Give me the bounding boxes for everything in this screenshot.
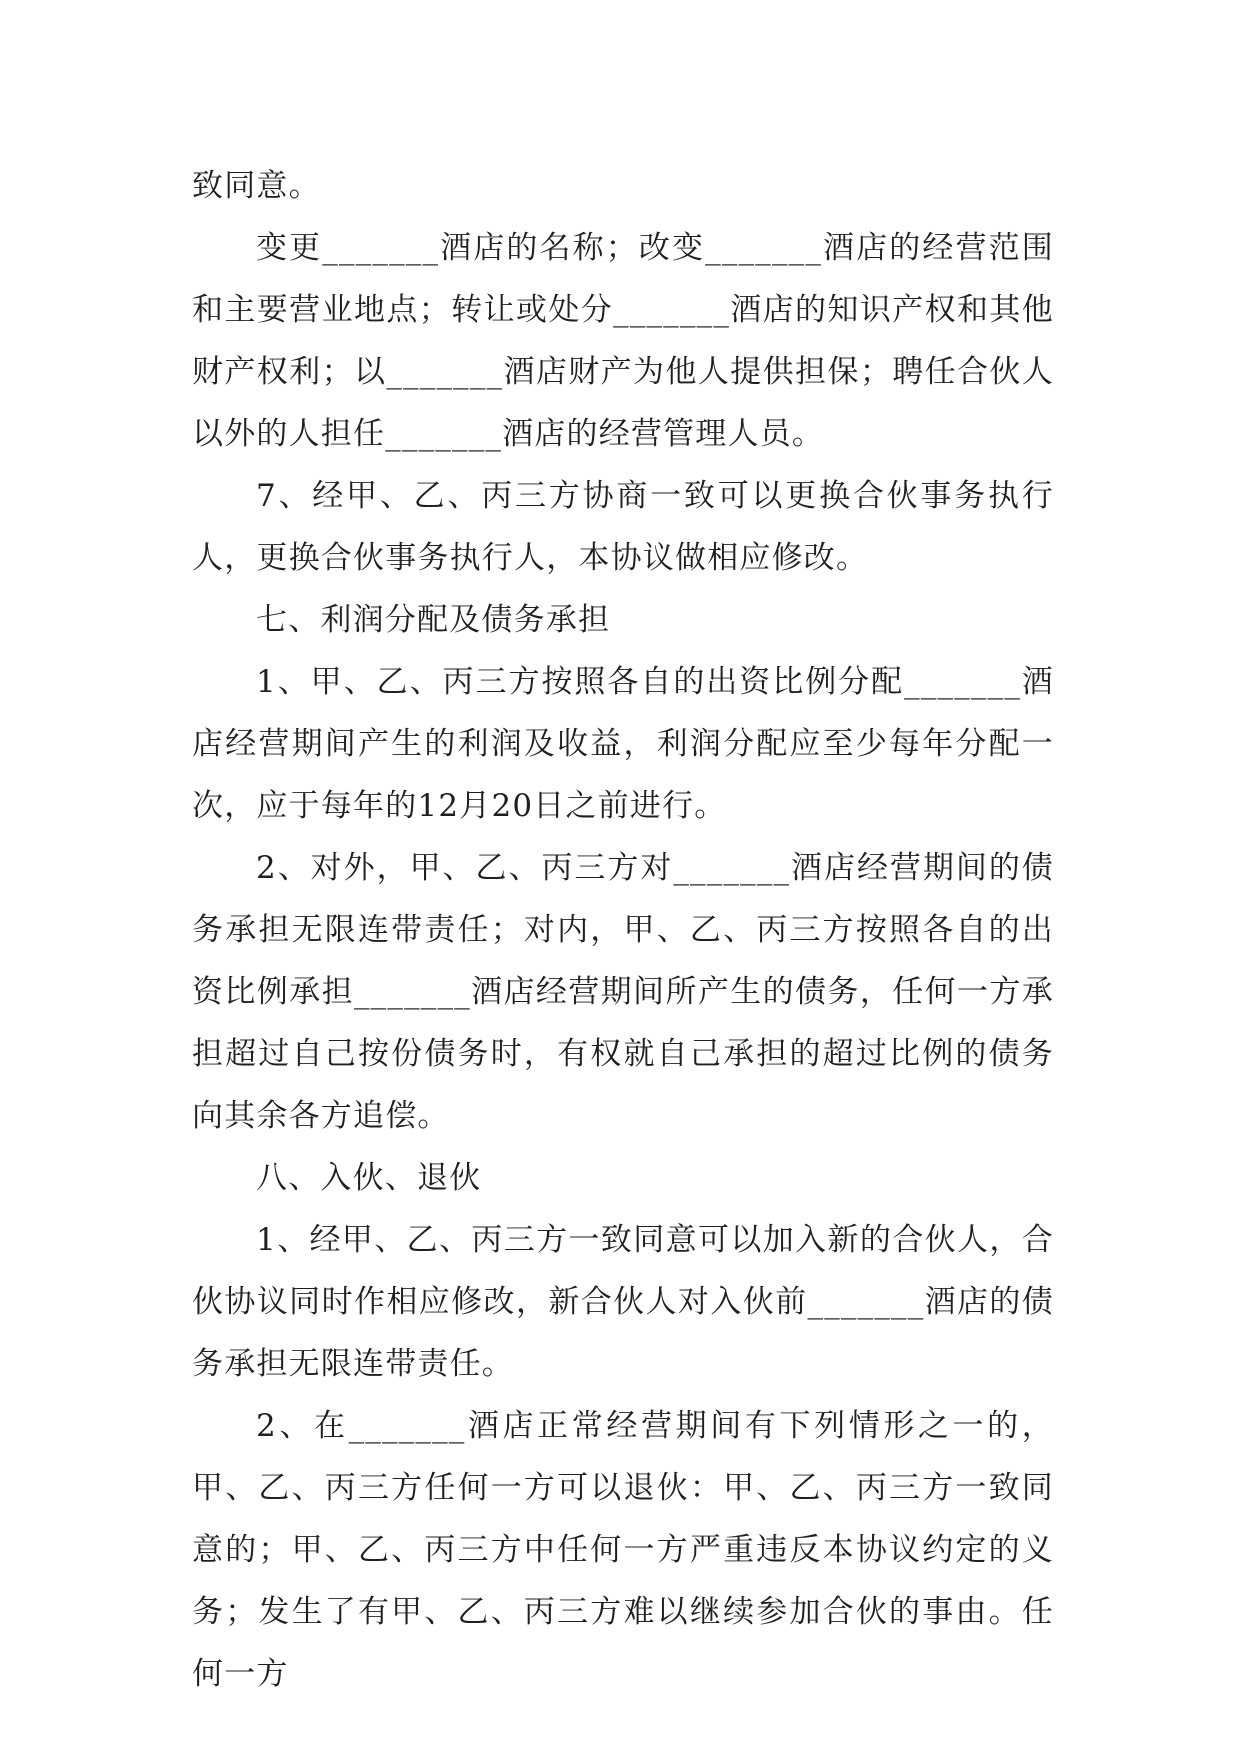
paragraph-new-partner: 1、经甲、乙、丙三方一致同意可以加入新的合伙人，合伙协议同时作相应修改，新合伙人对入伙前_______酒店的债务承担无限连带责任。 bbox=[192, 1222, 1054, 1382]
paragraph-change-items: 变更_______酒店的名称；改变_______酒店的经营范围和主要营业地点；转让或处分_______酒店的知识产权和其他财产权利；以_______酒店财产为他人提供担保；聘任合伙人以外的人担任_______酒店的经营管理人员。 bbox=[192, 230, 1054, 452]
paragraph-clause-7: 7、经甲、乙、丙三方协商一致可以更换合伙事务执行人，更换合伙事务执行人，本协议做相应修改。 bbox=[192, 478, 1054, 576]
paragraph-debt-liability: 2、对外，甲、乙、丙三方对_______酒店经营期间的债务承担无限连带责任；对内，甲、乙、丙三方按照各自的出资比例承担_______酒店经营期间所产生的债务，任何一方承担超过自己按份债务时，有权就自己承担的超过比例的债务向其余各方追偿。 bbox=[192, 850, 1054, 1134]
paragraph-continuation: 致同意。 bbox=[192, 168, 321, 204]
document-body bbox=[192, 155, 1054, 1705]
paragraph-profit-distribution: 1、甲、乙、丙三方按照各自的出资比例分配_______酒店经营期间产生的利润及收益，利润分配应至少每年分配一次，应于每年的12月20日之前进行。 bbox=[192, 664, 1054, 824]
paragraph-withdrawal: 2、在_______酒店正常经营期间有下列情形之一的，甲、乙、丙三方任何一方可以退伙：甲、乙、丙三方一致同意的；甲、乙、丙三方中任何一方严重违反本协议约定的义务；发生了有甲、乙、丙三方难以继续参加合伙的事由。任何一方 bbox=[192, 1408, 1054, 1692]
section-heading-profit-debt: 七、利润分配及债务承担 bbox=[256, 602, 611, 638]
section-heading-join-withdraw: 八、入伙、退伙 bbox=[256, 1160, 482, 1196]
